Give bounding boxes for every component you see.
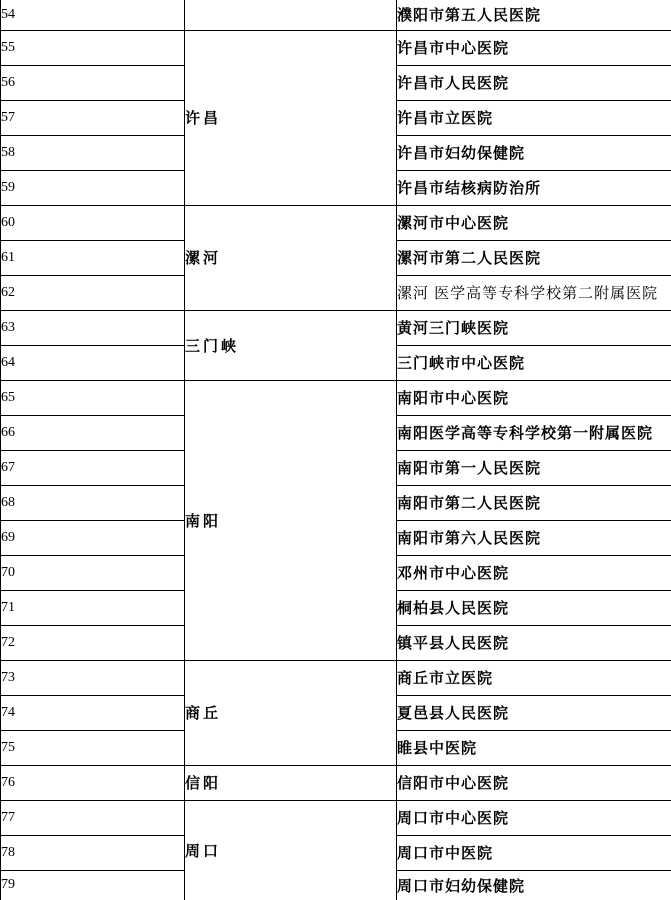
- hospital-name-cell: 许昌市中心医院: [397, 30, 671, 65]
- city-cell: 南阳: [185, 380, 397, 660]
- city-cell: 漯河: [185, 205, 397, 310]
- row-number-cell: 67: [1, 450, 185, 485]
- row-number-cell: 71: [1, 590, 185, 625]
- hospital-name-cell: 夏邑县人民医院: [397, 695, 671, 730]
- hospital-name-cell: 许昌市妇幼保健院: [397, 135, 671, 170]
- hospital-name-cell: 濮阳市第五人民医院: [397, 0, 671, 30]
- table-row: [1, 765, 671, 800]
- row-number-cell: 78: [1, 835, 185, 870]
- hospital-name-cell: 南阳市第二人民医院: [397, 485, 671, 520]
- row-number-cell: 69: [1, 520, 185, 555]
- hospital-name-cell: 睢县中医院: [397, 730, 671, 765]
- hospital-name-cell: 周口市中医院: [397, 835, 671, 870]
- row-number-cell: 62: [1, 275, 185, 310]
- hospital-name-cell: 南阳市第六人民医院: [397, 520, 671, 555]
- hospital-name-cell: 黄河三门峡医院: [397, 310, 671, 345]
- row-number-cell: 73: [1, 660, 185, 695]
- hospital-name-cell: 南阳市第一人民医院: [397, 450, 671, 485]
- hospital-table-body: [1, 0, 671, 900]
- hospital-name-cell: 周口市妇幼保健院: [397, 870, 671, 900]
- hospital-name-cell: 邓州市中心医院: [397, 555, 671, 590]
- hospital-name-cell: 许昌市立医院: [397, 100, 671, 135]
- row-number-cell: 61: [1, 240, 185, 275]
- row-number-cell: 64: [1, 345, 185, 380]
- row-number-cell: 54: [1, 0, 185, 30]
- hospital-name-cell: 南阳市中心医院: [397, 380, 671, 415]
- table-row: [1, 380, 671, 415]
- city-cell: 许昌: [185, 30, 397, 205]
- row-number-cell: 77: [1, 800, 185, 835]
- table-row: [1, 0, 671, 30]
- row-number-cell: 66: [1, 415, 185, 450]
- table-row: [1, 310, 671, 345]
- city-cell: 信阳: [185, 765, 397, 800]
- table-row: [1, 660, 671, 695]
- row-number-cell: 65: [1, 380, 185, 415]
- hospital-name-cell: 信阳市中心医院: [397, 765, 671, 800]
- city-cell: 三门峡: [185, 310, 397, 380]
- row-number-cell: 70: [1, 555, 185, 590]
- row-number-cell: 79: [1, 870, 185, 900]
- row-number-cell: 59: [1, 170, 185, 205]
- hospital-name-cell: 许昌市人民医院: [397, 65, 671, 100]
- hospital-name-cell: 周口市中心医院: [397, 800, 671, 835]
- hospital-name-cell: 许昌市结核病防治所: [397, 170, 671, 205]
- row-number-cell: 68: [1, 485, 185, 520]
- row-number-cell: 76: [1, 765, 185, 800]
- hospital-name-cell: 漯河市中心医院: [397, 205, 671, 240]
- row-number-cell: 74: [1, 695, 185, 730]
- row-number-cell: 72: [1, 625, 185, 660]
- hospital-name-cell: 漯河 医学高等专科学校第二附属医院: [397, 275, 671, 310]
- hospital-name-cell: 三门峡市中心医院: [397, 345, 671, 380]
- hospital-name-cell: 漯河市第二人民医院: [397, 240, 671, 275]
- hospital-name-cell: 南阳医学高等专科学校第一附属医院: [397, 415, 671, 450]
- hospital-name-cell: 桐柏县人民医院: [397, 590, 671, 625]
- row-number-cell: 56: [1, 65, 185, 100]
- row-number-cell: 63: [1, 310, 185, 345]
- row-number-cell: 75: [1, 730, 185, 765]
- row-number-cell: 60: [1, 205, 185, 240]
- city-cell: [185, 0, 397, 30]
- city-cell: 周口: [185, 800, 397, 900]
- table-row: [1, 800, 671, 835]
- row-number-cell: 58: [1, 135, 185, 170]
- row-number-cell: 57: [1, 100, 185, 135]
- city-cell: 商丘: [185, 660, 397, 765]
- hospital-name-cell: 镇平县人民医院: [397, 625, 671, 660]
- table-row: [1, 205, 671, 240]
- table-row: [1, 30, 671, 65]
- hospital-name-cell: 商丘市立医院: [397, 660, 671, 695]
- row-number-cell: 55: [1, 30, 185, 65]
